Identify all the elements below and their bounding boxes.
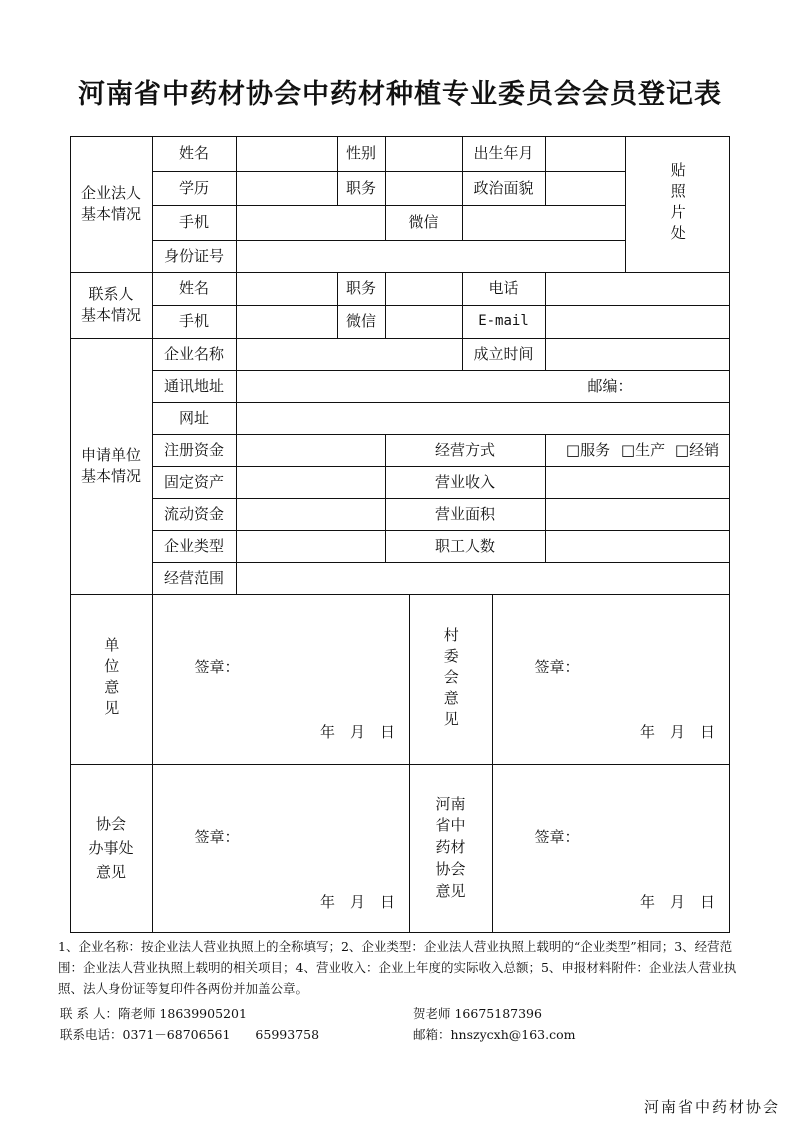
legal-education-label: 学历 (178, 178, 209, 197)
founded-label: 成立时间 (473, 344, 534, 363)
divider (70, 764, 730, 765)
contact-mobile-label: 手机 (178, 312, 209, 330)
contact-wechat-label: 微信 (345, 312, 376, 330)
registered-capital-label: 注册资金 (163, 440, 224, 459)
association-opinion-label: 河南 省中 药材 协会 意见 (435, 794, 466, 900)
working-capital-label: 流动资金 (163, 504, 224, 523)
postcode-label: 邮编： (587, 376, 633, 395)
fixed-assets-label: 固定资产 (163, 472, 224, 491)
notes-text: 1、企业名称：按企业法人营业执照上的全称填写；2、企业类型：企业法人营业执照上载明的“企业类型”相同；3、经营范围：企业法人营业执照上载明的相关项目；4、营业收入：企业上年度的实际收入总额；5、申报材料附件：企业法人营业执照、法人身份证等复印件各两份并加盖公章。 (58, 939, 737, 996)
divider (385, 136, 386, 205)
legal-mobile-label: 手机 (178, 213, 209, 231)
association-seal-label: 签章： (534, 827, 580, 846)
divider (236, 338, 237, 594)
photo-placeholder[interactable]: 贴照片处 (668, 162, 687, 246)
unit-seal-label: 签章： (194, 657, 240, 676)
contact-name-label: 姓名 (178, 279, 209, 297)
email-line: 邮箱：hnszycxh@163.com (413, 1027, 576, 1042)
village-seal-label: 签章： (534, 657, 580, 676)
office-date-label: 年 月 日 (319, 892, 395, 911)
divider (545, 434, 546, 562)
contact-line-2: 贺老师 16675187396 (413, 1006, 542, 1021)
legal-gender-label: 性别 (345, 144, 376, 162)
divider (152, 562, 730, 563)
legal-wechat-label: 微信 (408, 213, 439, 231)
divider (462, 205, 463, 240)
company-type-label: 企业类型 (163, 536, 224, 555)
divider (70, 594, 730, 595)
divider (236, 272, 237, 338)
divider (236, 136, 237, 272)
mode-option-service[interactable]: □服务 (565, 440, 611, 459)
divider (545, 136, 546, 205)
address-label: 通讯地址 (163, 376, 224, 395)
contact-email-label: E-mail (478, 312, 529, 329)
registration-form (70, 136, 730, 933)
company-section-label: 申请单位 基本情况 (80, 446, 141, 485)
divider (492, 594, 493, 932)
phone-line: 联系电话：0371－68706561 65993758 (60, 1027, 320, 1042)
village-date-label: 年 月 日 (639, 722, 715, 741)
company-name-label: 企业名称 (163, 344, 224, 363)
business-area-label: 营业面积 (434, 504, 495, 523)
divider (385, 272, 386, 338)
legal-position-label: 职务 (345, 178, 376, 197)
revenue-label: 营业收入 (434, 472, 495, 491)
website-label: 网址 (178, 408, 209, 427)
village-opinion-label: 村委会意见 (441, 626, 460, 732)
legal-birth-label: 出生年月 (473, 144, 534, 162)
business-mode-label: 经营方式 (434, 440, 495, 459)
legal-person-section-label: 企业法人 基本情况 (80, 184, 141, 223)
divider (545, 272, 546, 338)
contact-position-label: 职务 (345, 279, 376, 297)
employees-label: 职工人数 (434, 536, 495, 555)
legal-name-label: 姓名 (178, 144, 209, 162)
contact-line-1: 联 系 人：隋老师 18639905201 (60, 1006, 247, 1021)
divider (545, 338, 546, 370)
scope-label: 经营范围 (163, 568, 224, 587)
contact-phone-label: 电话 (488, 279, 519, 297)
unit-date-label: 年 月 日 (319, 722, 395, 741)
unit-opinion-label: 单位意见 (102, 637, 121, 721)
legal-politics-label: 政治面貌 (473, 178, 534, 197)
mode-option-distribution[interactable]: □经销 (674, 440, 720, 459)
page-title: 河南省中药材协会中药材种植专业委员会会员登记表 (78, 79, 722, 110)
footer-organization: 河南省中药材协会 (643, 1098, 780, 1116)
office-seal-label: 签章： (194, 827, 240, 846)
association-date-label: 年 月 日 (639, 892, 715, 911)
divider (152, 305, 730, 306)
contact-section-label: 联系人 基本情况 (80, 285, 141, 324)
office-opinion-label: 协会 办事处 意见 (88, 815, 134, 881)
legal-id-label: 身份证号 (163, 246, 224, 265)
mode-option-production[interactable]: □生产 (620, 440, 666, 459)
divider (152, 402, 730, 403)
